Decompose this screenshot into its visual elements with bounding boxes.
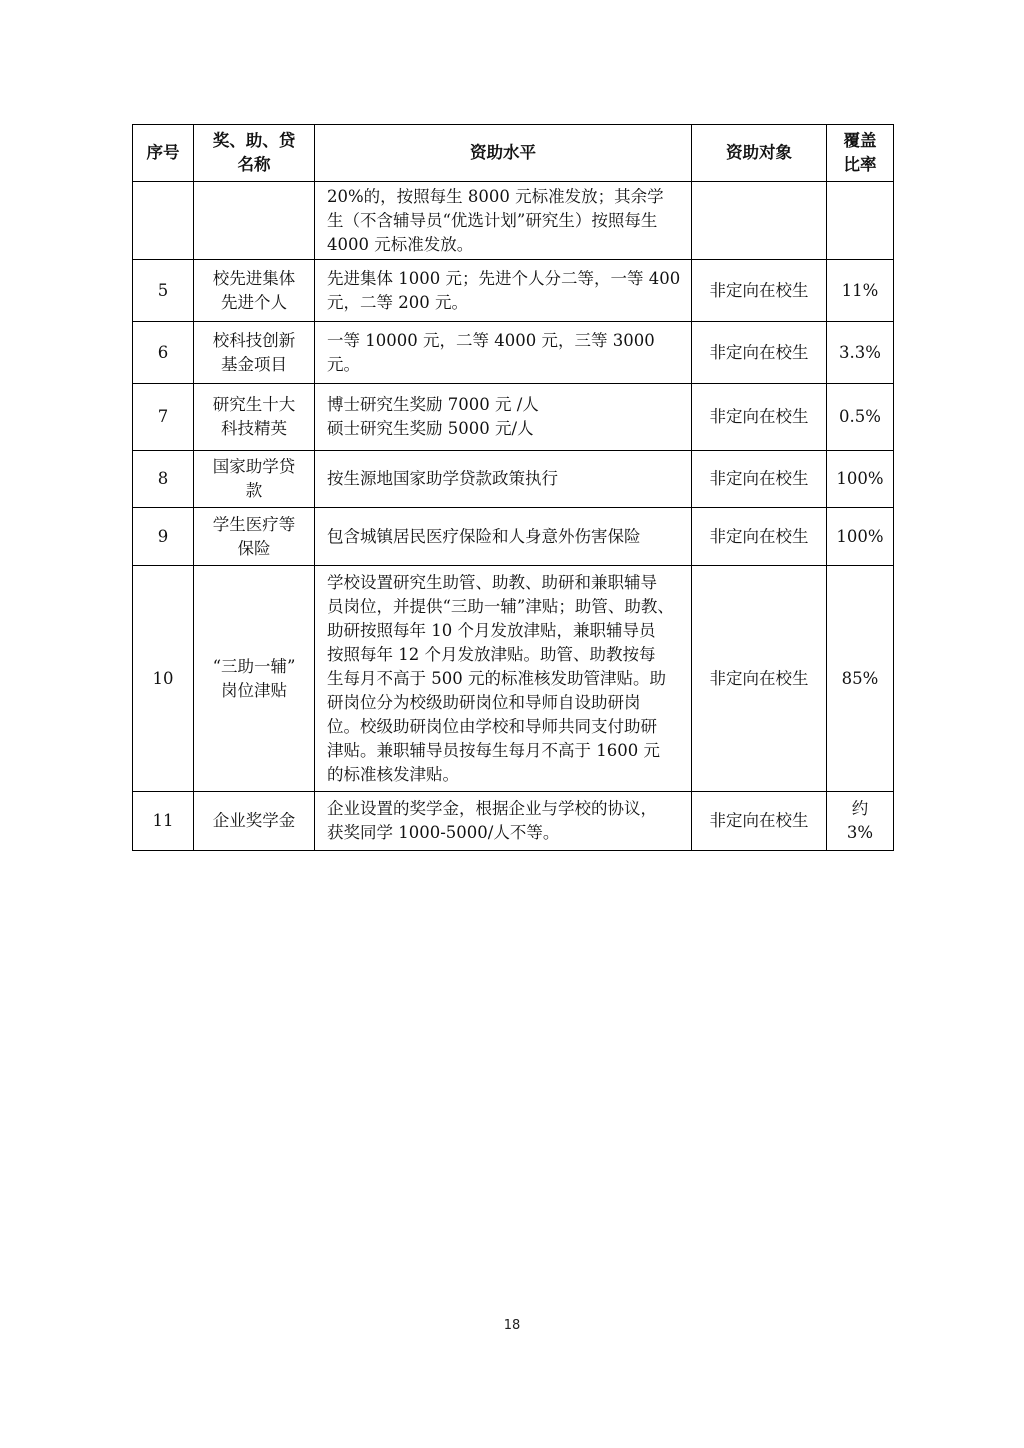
cell-name: [194, 508, 315, 566]
cell-name-line: 国家助学贷: [212, 457, 296, 476]
cell-level: [315, 508, 692, 566]
cell-level-line: 博士研究生奖励 7000 元 /人: [327, 395, 539, 414]
cell-name-line: 先进个人: [221, 292, 287, 312]
cell-level-line: 生每月不高于 500 元的标准核发助管津贴。助: [327, 668, 666, 688]
cell-coverage-line: 约: [851, 799, 869, 818]
cell-name-line: 款: [245, 481, 263, 500]
cell-coverage: [827, 322, 894, 384]
cell-level-line: 4000 元标准发放。: [327, 234, 474, 254]
cell-level-line: 按生源地国家助学贷款政策执行: [327, 469, 558, 488]
cell-target: 非定向在校生: [692, 508, 827, 566]
header-name-line: 名称: [237, 155, 271, 174]
cell-level: [315, 566, 692, 792]
cell-level-line: 20%的，按照每生 8000 元标准发放；其余学: [327, 186, 664, 206]
cell-name: [194, 384, 315, 451]
funding-table: [132, 124, 894, 851]
table-row: [133, 182, 894, 260]
cell-level-line: 员岗位，并提供“三助一辅”津贴；助管、助教、: [327, 596, 674, 616]
cell-name: [194, 260, 315, 322]
cell-level-line: 学校设置研究生助管、助教、助研和兼职辅导: [327, 572, 657, 592]
cell-index: 7: [133, 384, 194, 451]
cell-coverage-line: 3.3%: [839, 342, 881, 362]
cell-name-line: 校先进集体: [212, 268, 296, 288]
table-body: [133, 182, 894, 851]
cell-coverage-line: 0.5%: [839, 407, 881, 426]
header-coverage-line: 比率: [843, 155, 877, 174]
cell-level-line: 企业设置的奖学金，根据企业与学校的协议，: [327, 799, 657, 818]
cell-index: 5: [133, 260, 194, 322]
header-level: 资助水平: [315, 125, 692, 182]
cell-level-line: 位。校级助研岗位由学校和导师共同支付助研: [327, 716, 657, 736]
header-index: 序号: [133, 125, 194, 182]
cell-index: 9: [133, 508, 194, 566]
cell-name-line: 学生医疗等: [212, 514, 296, 534]
cell-target: 非定向在校生: [692, 792, 827, 851]
cell-name: [194, 566, 315, 792]
cell-coverage: [827, 260, 894, 322]
cell-level: [315, 792, 692, 851]
cell-level-line: 按照每年 12 个月发放津贴。助管、助教按每: [327, 644, 656, 664]
cell-target: 非定向在校生: [692, 566, 827, 792]
table-row: [133, 792, 894, 851]
cell-index: 11: [133, 792, 194, 851]
cell-level-line: 研岗位分为校级助研岗位和导师自设助研岗: [327, 692, 641, 712]
cell-level-line: 元，二等 200 元。: [327, 292, 468, 312]
cell-coverage-line: 3%: [846, 823, 874, 842]
page-number: 18: [503, 1318, 521, 1333]
cell-name: [194, 792, 315, 851]
cell-coverage-line: 11%: [841, 280, 879, 300]
cell-level-line: 包含城镇居民医疗保险和人身意外伤害保险: [327, 526, 641, 546]
cell-target: [692, 182, 827, 260]
cell-name-line: 保险: [237, 538, 271, 558]
cell-name-line: 岗位津贴: [221, 680, 287, 700]
cell-name-line: 科技精英: [221, 419, 287, 438]
cell-index: 6: [133, 322, 194, 384]
table-header-row: [133, 125, 894, 182]
cell-level-line: 助研按照每年 10 个月发放津贴，兼职辅导员: [327, 620, 656, 640]
cell-target: 非定向在校生: [692, 384, 827, 451]
header-name-line: 奖、助、贷: [212, 131, 296, 150]
cell-name-line: 基金项目: [221, 354, 287, 374]
cell-name-line: 企业奖学金: [212, 811, 296, 830]
cell-target: 非定向在校生: [692, 322, 827, 384]
cell-level-line: 的标准核发津贴。: [327, 764, 459, 784]
cell-name: [194, 322, 315, 384]
cell-coverage-line: 100%: [836, 469, 884, 488]
cell-coverage-line: 100%: [836, 526, 884, 546]
cell-name-line: “三助一辅”: [212, 656, 296, 676]
header-coverage: [827, 125, 894, 182]
header-coverage-line: 覆盖: [843, 131, 877, 150]
cell-name: [194, 451, 315, 508]
table-row: [133, 566, 894, 792]
table-row: [133, 451, 894, 508]
header-target: 资助对象: [692, 125, 827, 182]
cell-level-line: 获奖同学 1000-5000/人不等。: [327, 823, 560, 842]
cell-level: [315, 322, 692, 384]
table-row: [133, 322, 894, 384]
cell-coverage: [827, 182, 894, 260]
cell-coverage: [827, 508, 894, 566]
table-row: [133, 508, 894, 566]
cell-index: 10: [133, 566, 194, 792]
cell-index: [133, 182, 194, 260]
cell-name-line: 校科技创新: [212, 330, 296, 350]
cell-level-line: 生（不含辅导员“优选计划”研究生）按照每生: [327, 210, 658, 230]
cell-index: 8: [133, 451, 194, 508]
cell-name-line: 研究生十大: [212, 395, 296, 414]
cell-level: [315, 182, 692, 260]
cell-level: [315, 260, 692, 322]
cell-level: [315, 384, 692, 451]
cell-coverage: [827, 451, 894, 508]
cell-level-line: 津贴。兼职辅导员按每生每月不高于 1600 元: [327, 740, 660, 760]
cell-level: [315, 451, 692, 508]
cell-target: 非定向在校生: [692, 451, 827, 508]
cell-target: 非定向在校生: [692, 260, 827, 322]
cell-coverage: [827, 792, 894, 851]
cell-coverage-line: 85%: [841, 668, 879, 688]
cell-coverage: [827, 566, 894, 792]
cell-level-line: 一等 10000 元，二等 4000 元，三等 3000 元。: [327, 330, 655, 374]
header-name: [194, 125, 315, 182]
cell-level-line: 先进集体 1000 元；先进个人分二等，一等 400: [327, 268, 681, 288]
cell-name: [194, 182, 315, 260]
table-row: [133, 260, 894, 322]
table-row: [133, 384, 894, 451]
cell-level-line: 硕士研究生奖励 5000 元/人: [327, 419, 534, 438]
cell-coverage: [827, 384, 894, 451]
